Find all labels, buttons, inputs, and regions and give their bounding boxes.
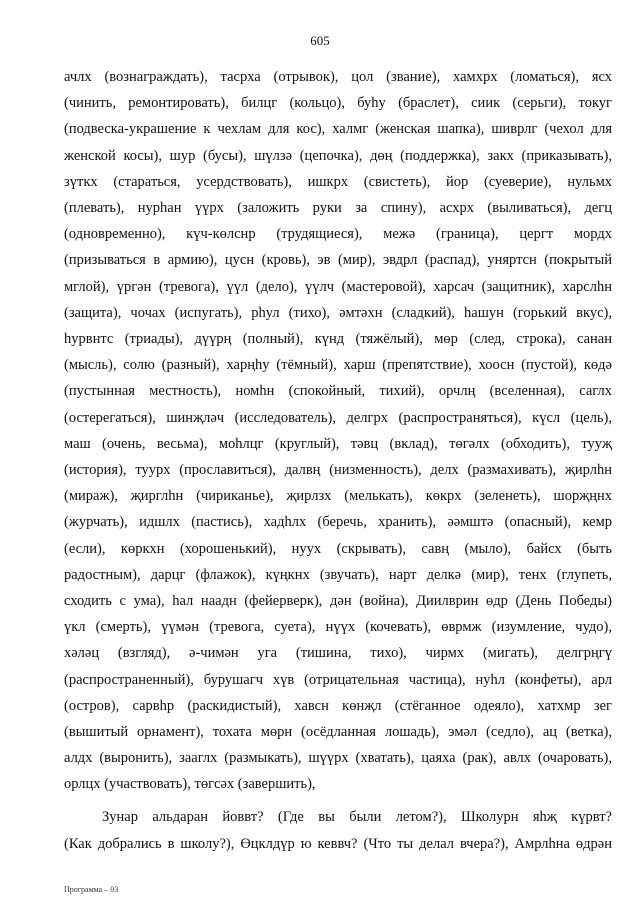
text-line: (журчать), идшлх (пастись), хадһлх (беречь, хранить), әәмштә (опасный), кемр xyxy=(64,514,612,531)
text-line: маш (очень, весьма), моһлцг (круглый), тәвц (вклад), төгәлх (обходить), тууҗ xyxy=(64,435,612,452)
paragraph-phrases xyxy=(64,804,612,857)
page-number: 605 xyxy=(310,33,330,48)
text-line: алдх (выронить), зааглх (размыкать), шүүрх (хватать), цаяха (рак), авлх (очаровать), xyxy=(64,750,612,767)
text-line: (распространенный), бурушагч хүв (отрицательная частица), нуһл (конфеты), арл xyxy=(64,671,612,688)
text-line: радостным), дарцг (флажок), күңкнх (звучать), нарт делкә (мир), тенх (глупеть, xyxy=(64,566,612,583)
text-line: мглой), үргән (тревога), үүл (дело), үүлч (мастеровой), харсач (защитник), харслһн xyxy=(64,278,612,295)
text-line: женской косы), шур (бусы), шүлзә (цепочка), дөң (поддержка), закх (приказывать), xyxy=(64,147,612,164)
text-line: (пустынная местность), номһн (спокойный, тихий), орчлң (вселенная), саглх xyxy=(64,383,612,400)
text-line: (если), көркхн (хорошенький), нуух (скрывать), савң (мыло), байсх (быть xyxy=(64,540,612,557)
text-line: (история), туурх (прославиться), далвң (низменность), делх (размахивать), җирлһн xyxy=(64,462,612,479)
text-line: (подвеска-украшение к чехлам для кос), халмг (женская шапка), шиврлг (чехол для xyxy=(64,121,612,138)
text-line: (остерегаться), шинҗләч (исследователь), делгрх (распространяться), күсл (цель), xyxy=(64,409,612,426)
paragraph-vocabulary xyxy=(64,64,612,798)
text-line: (остров), сарвһр (раскидистый), хавсн көнҗл (стёганное одеяло), хатхмр зег xyxy=(64,697,612,714)
text-line: Зунар альдаран йоввт? (Где вы были летом?), Школурн яһҗ күрвт? xyxy=(102,809,612,825)
text-line: (Как добрались в школу?), Өцклдүр ю кеввч? (Что ты делал вчера?), Амрлһна өдрән xyxy=(64,835,612,852)
text-line: сходить с ума), һал наадн (фейерверк), дән (война), Диилврин өдр (День Победы) xyxy=(64,593,612,610)
text-line: (защита), чочах (испугать), рһул (тихо), әмтәхн (сладкий), һашун (горький вкус), xyxy=(64,304,612,321)
text-line: (мысль), солю (разный), харңһу (тёмный), харш (препятствие), хоосн (пустой), көдә xyxy=(64,357,612,374)
text-line: һурвнтс (триады), дүүрң (полный), күнд (тяжёлый), мөр (след, строка), санан xyxy=(64,331,612,348)
text-line: (чинить, ремонтировать), билцг (кольцо), буһу (браслет), сиик (серьги), токуг xyxy=(64,95,612,112)
text-line: орлцх (участвовать), төгсәх (завершить), xyxy=(64,776,316,793)
text-line: (мираж), җирглһн (чириканье), җирлзх (мелькать), көкрх (зеленеть), шорҗңнх xyxy=(64,488,612,505)
text-line: (плевать), нурһан үүрх (заложить руки за спину), асхрх (выливаться), дегц xyxy=(64,200,612,217)
text-line: (вышитый орнамент), тохата мөрн (осёдланная лошадь), эмәл (седло), ац (ветка), xyxy=(64,724,612,741)
text-line: зүткх (стараться, усердствовать), ишкрх (свистеть), йор (суеверие), нульмх xyxy=(64,173,612,190)
text-line: үкл (смерть), үүмән (тревога, суета), нүүх (кочевать), өврмж (изумление, чудо), xyxy=(64,619,612,636)
footer-note: Программа – 03 xyxy=(64,885,119,894)
text-line: (одновременно), күч-көлснр (трудящиеся), межә (граница), цергт мордх xyxy=(64,226,612,243)
text-line: ачлх (вознаграждать), тасрха (отрывок), цол (звание), хамхрх (ломаться), ясх xyxy=(64,69,612,85)
text-line: (призываться в армию), цусн (кровь), эв (мир), эвдрл (распад), уняртсн (покрытый xyxy=(64,252,612,269)
text-line: хәләц (взгляд), ә-чимән уга (тишина, тихо), чирмх (мигать), делгрңгү xyxy=(64,645,612,662)
